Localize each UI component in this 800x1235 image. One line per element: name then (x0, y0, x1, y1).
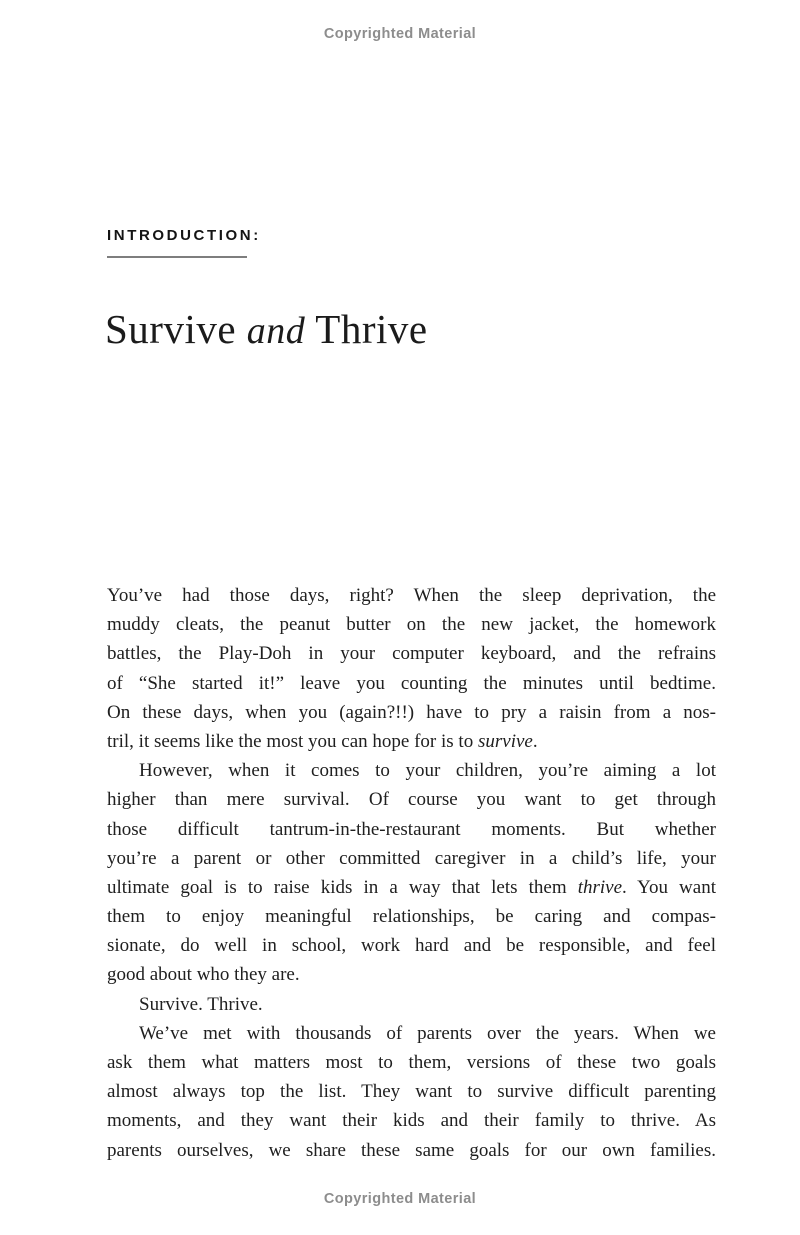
paragraph-4-line-1 (107, 1019, 716, 1048)
chapter-title-italic-run: and (246, 310, 306, 353)
paragraph-2-line-1 (107, 756, 716, 785)
paragraph-1-text-run: On these days, when you (again?!!) have to pry a raisin from a nos- (107, 701, 716, 723)
body-text (107, 581, 716, 1165)
paragraph-1-line-1 (107, 581, 716, 610)
paragraph-1-line-3 (107, 639, 716, 668)
section-label-rule (107, 256, 247, 258)
paragraph-2-text-run: those difficult tantrum-in-the-restaurant moments. But whether (107, 818, 716, 840)
paragraph-1-text-run: . (532, 730, 538, 752)
paragraph-4-text-run: ask them what matters most to them, versions of these two goals (107, 1052, 716, 1073)
paragraph-2-text-run: you’re a parent or other committed caregiver in a child’s life, your (107, 847, 716, 869)
paragraph-3-text-run: Survive. Thrive. (139, 993, 263, 1015)
paragraph-2-text-run: ultimate goal is to raise kids in a way that lets them (107, 876, 578, 898)
copyright-watermark-bottom: Copyrighted Material (323, 1191, 477, 1207)
paragraph-2-line-2 (107, 785, 716, 814)
paragraph-2-line-7 (107, 931, 716, 960)
paragraph-2-text-run: sionate, do well in school, work hard and be responsible, and feel (107, 935, 716, 957)
paragraph-1-text-run: muddy cleats, the peanut butter on the new jacket, the homework (107, 614, 716, 636)
paragraph-4-line-4 (107, 1106, 716, 1135)
paragraph-2-text-run: However, when it comes to your children, you’re aiming a lot (139, 760, 716, 782)
paragraph-1-text-italic-run: survive (477, 730, 533, 752)
paragraph-4-line-3 (107, 1077, 716, 1106)
paragraph-2-line-8 (107, 960, 716, 989)
paragraph-1-line-6 (107, 727, 716, 756)
paragraph-4-text-run: moments, and they want their kids and their family to thrive. As (107, 1110, 716, 1132)
paragraph-4-text-run: almost always top the list. They want to survive difficult parenting (107, 1081, 716, 1103)
paragraph-1-text-run: battles, the Play-Doh in your computer keyboard, and the refrains (107, 643, 716, 665)
paragraph-2-line-6 (107, 902, 716, 931)
paragraph-2-text-run: . You want (622, 876, 716, 898)
paragraph-1-line-2 (107, 610, 716, 639)
paragraph-1-text-run: tril, it seems like the most you can hope for is to (107, 730, 478, 752)
paragraph-1-line-5 (107, 698, 716, 727)
paragraph-2-text-run: good about who they are. (107, 964, 300, 986)
paragraph-2-text-run: higher than mere survival. Of course you want to get through (107, 789, 716, 811)
paragraph-1-line-4 (107, 669, 716, 698)
chapter-title (105, 305, 428, 353)
copyright-watermark-top: Copyrighted Material (323, 26, 477, 42)
paragraph-2-line-3 (107, 815, 716, 844)
chapter-title-run: Survive (105, 306, 247, 353)
paragraph-2-line-4 (107, 844, 716, 873)
paragraph-3-line-1 (107, 990, 716, 1019)
paragraph-4-text-run: parents ourselves, we share these same goals for our own families. (107, 1139, 716, 1161)
chapter-title-run: Thrive (305, 306, 428, 353)
paragraph-1-text-run: You’ve had those days, right? When the sleep deprivation, the (107, 585, 716, 606)
paragraph-1-text-run: of “She started it!” leave you counting the minutes until bedtime. (107, 672, 716, 694)
paragraph-4-text-run: We’ve met with thousands of parents over the years. When we (139, 1022, 716, 1044)
paragraph-4-line-2 (107, 1048, 716, 1077)
paragraph-2-text-run: them to enjoy meaningful relationships, be caring and compas- (107, 906, 716, 928)
section-label: INTRODUCTION: (107, 227, 261, 244)
paragraph-2-line-5 (107, 873, 716, 902)
paragraph-4-line-5 (107, 1136, 716, 1165)
paragraph-2-text-italic-run: thrive (577, 876, 623, 898)
